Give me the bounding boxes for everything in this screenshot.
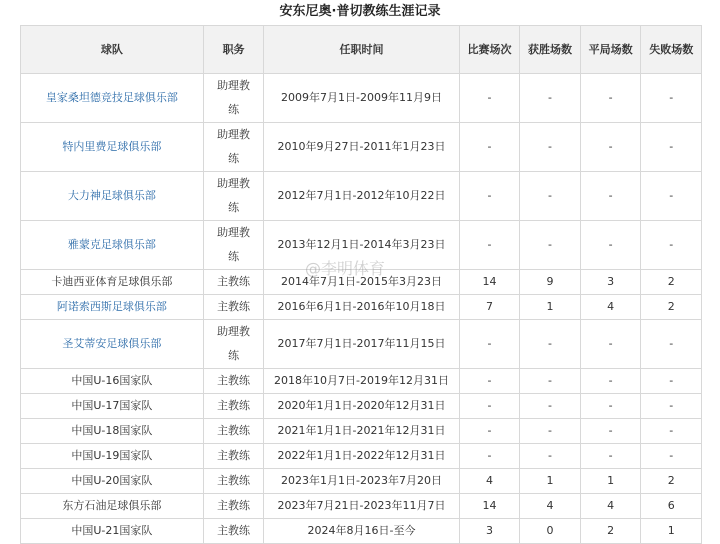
cell-draws: - (580, 444, 641, 469)
cell-team (21, 394, 204, 419)
cell-role (203, 444, 264, 469)
table-row (21, 369, 702, 394)
cell-period: 2017年7月1日-2017年11月15日 (264, 320, 459, 369)
table-row (21, 444, 702, 469)
header-draws: 平局场数 (580, 26, 641, 74)
table-row (21, 519, 702, 544)
cell-matches: - (459, 394, 520, 419)
cell-losses: - (641, 123, 702, 172)
cell-losses: - (641, 172, 702, 221)
team-name: 中国U-20国家队 (71, 474, 153, 487)
cell-role (203, 519, 264, 544)
role-text: 主教练 (217, 499, 251, 512)
team-link[interactable]: 大力神足球俱乐部 (67, 189, 156, 202)
cell-role (203, 270, 264, 295)
cell-draws: - (580, 369, 641, 394)
team-link[interactable]: 阿诺索西斯足球俱乐部 (56, 300, 167, 313)
cell-draws: - (580, 320, 641, 369)
cell-role (203, 123, 264, 172)
cell-losses: 6 (641, 494, 702, 519)
cell-draws: 2 (580, 519, 641, 544)
table-row (21, 394, 702, 419)
cell-team (21, 494, 204, 519)
team-name: 中国U-21国家队 (71, 524, 153, 537)
cell-draws: - (580, 123, 641, 172)
cell-draws: - (580, 74, 641, 123)
header-role: 职务 (203, 26, 264, 74)
cell-team (21, 123, 204, 172)
page-title: 安东尼奥·普切教练生涯记录 (279, 4, 441, 19)
table-row (21, 295, 702, 320)
team-name: 中国U-19国家队 (71, 449, 153, 462)
cell-role (203, 295, 264, 320)
cell-losses: - (641, 444, 702, 469)
cell-period: 2024年8月16日-至今 (264, 519, 459, 544)
cell-matches: - (459, 74, 520, 123)
cell-period: 2023年1月1日-2023年7月20日 (264, 469, 459, 494)
table-row (21, 270, 702, 295)
cell-draws: 4 (580, 494, 641, 519)
cell-team (21, 519, 204, 544)
cell-draws: - (580, 394, 641, 419)
cell-team (21, 270, 204, 295)
cell-role (203, 419, 264, 444)
team-link[interactable]: 圣艾蒂安足球俱乐部 (62, 337, 162, 350)
team-name: 中国U-17国家队 (71, 399, 153, 412)
cell-wins: - (520, 123, 581, 172)
role-text: 助理教练 (217, 177, 251, 214)
cell-wins: - (520, 369, 581, 394)
cell-period: 2021年1月1日-2021年12月31日 (264, 419, 459, 444)
role-text: 主教练 (217, 424, 251, 437)
team-name: 东方石油足球俱乐部 (62, 499, 162, 512)
role-text: 主教练 (217, 374, 251, 387)
cell-wins: 1 (520, 295, 581, 320)
role-text: 主教练 (217, 275, 251, 288)
cell-period: 2013年12月1日-2014年3月23日 (264, 221, 459, 270)
role-text: 助理教练 (217, 226, 251, 263)
role-text: 主教练 (217, 300, 251, 313)
cell-losses: - (641, 419, 702, 444)
cell-matches: - (459, 123, 520, 172)
cell-period: 2016年6月1日-2016年10月18日 (264, 295, 459, 320)
cell-team (21, 295, 204, 320)
cell-wins: - (520, 444, 581, 469)
cell-wins: - (520, 320, 581, 369)
cell-matches: - (459, 419, 520, 444)
cell-period: 2009年7月1日-2009年11月9日 (264, 74, 459, 123)
cell-draws: - (580, 172, 641, 221)
role-text: 助理教练 (217, 325, 251, 362)
cell-wins: - (520, 74, 581, 123)
role-text: 主教练 (217, 474, 251, 487)
cell-wins: 0 (520, 519, 581, 544)
cell-losses: 1 (641, 519, 702, 544)
cell-losses: 2 (641, 469, 702, 494)
cell-role (203, 172, 264, 221)
cell-wins: 4 (520, 494, 581, 519)
cell-period: 2010年9月27日-2011年1月23日 (264, 123, 459, 172)
cell-losses: 2 (641, 270, 702, 295)
cell-wins: - (520, 221, 581, 270)
cell-team (21, 419, 204, 444)
header-wins: 获胜场数 (520, 26, 581, 74)
header-period: 任职时间 (264, 26, 459, 74)
cell-wins: - (520, 394, 581, 419)
cell-team (21, 469, 204, 494)
cell-period: 2014年7月1日-2015年3月23日 (264, 270, 459, 295)
cell-period: 2012年7月1日-2012年10月22日 (264, 172, 459, 221)
team-link[interactable]: 皇家桑坦德竞技足球俱乐部 (45, 91, 178, 104)
table-row (21, 320, 702, 369)
cell-period: 2022年1月1日-2022年12月31日 (264, 444, 459, 469)
cell-wins: - (520, 172, 581, 221)
cell-period: 2023年7月21日-2023年11月7日 (264, 494, 459, 519)
cell-wins: - (520, 419, 581, 444)
cell-matches: - (459, 320, 520, 369)
cell-losses: - (641, 320, 702, 369)
cell-wins: 1 (520, 469, 581, 494)
cell-matches: 14 (459, 494, 520, 519)
cell-matches: - (459, 221, 520, 270)
table-row (21, 172, 702, 221)
team-name: 卡迪西亚体育足球俱乐部 (51, 275, 173, 288)
team-name: 中国U-16国家队 (71, 374, 153, 387)
table-row (21, 494, 702, 519)
cell-matches: 14 (459, 270, 520, 295)
cell-matches: 3 (459, 519, 520, 544)
cell-losses: - (641, 369, 702, 394)
cell-draws: 3 (580, 270, 641, 295)
cell-matches: - (459, 172, 520, 221)
role-text: 主教练 (217, 524, 251, 537)
table-row (21, 469, 702, 494)
cell-role (203, 394, 264, 419)
team-link[interactable]: 雅蒙克足球俱乐部 (67, 238, 156, 251)
table-row (21, 221, 702, 270)
cell-losses: - (641, 394, 702, 419)
header-matches: 比赛场次 (459, 26, 520, 74)
cell-role (203, 221, 264, 270)
cell-matches: - (459, 444, 520, 469)
cell-draws: 4 (580, 295, 641, 320)
cell-matches: 7 (459, 295, 520, 320)
header-row (21, 26, 702, 74)
team-link[interactable]: 特内里费足球俱乐部 (62, 140, 162, 153)
role-text: 主教练 (217, 449, 251, 462)
cell-matches: 4 (459, 469, 520, 494)
cell-team (21, 172, 204, 221)
cell-role (203, 369, 264, 394)
team-name: 中国U-18国家队 (71, 424, 153, 437)
cell-period: 2018年10月7日-2019年12月31日 (264, 369, 459, 394)
cell-team (21, 444, 204, 469)
cell-role (203, 320, 264, 369)
cell-period: 2020年1月1日-2020年12月31日 (264, 394, 459, 419)
role-text: 助理教练 (217, 79, 251, 116)
cell-team (21, 369, 204, 394)
table-row (21, 74, 702, 123)
header-losses: 失败场数 (641, 26, 702, 74)
role-text: 主教练 (217, 399, 251, 412)
cell-team (21, 221, 204, 270)
cell-draws: - (580, 419, 641, 444)
watermark: @李明体育 (305, 259, 386, 278)
cell-wins: 9 (520, 270, 581, 295)
cell-losses: 2 (641, 295, 702, 320)
cell-role (203, 494, 264, 519)
header-team: 球队 (21, 26, 204, 74)
cell-losses: - (641, 74, 702, 123)
cell-team (21, 320, 204, 369)
cell-losses: - (641, 221, 702, 270)
cell-draws: - (580, 221, 641, 270)
table-row (21, 123, 702, 172)
cell-team (21, 74, 204, 123)
cell-draws: 1 (580, 469, 641, 494)
cell-matches: - (459, 369, 520, 394)
coaching-record-table (20, 25, 702, 544)
cell-role (203, 469, 264, 494)
role-text: 助理教练 (217, 128, 251, 165)
table-row (21, 419, 702, 444)
cell-role (203, 74, 264, 123)
